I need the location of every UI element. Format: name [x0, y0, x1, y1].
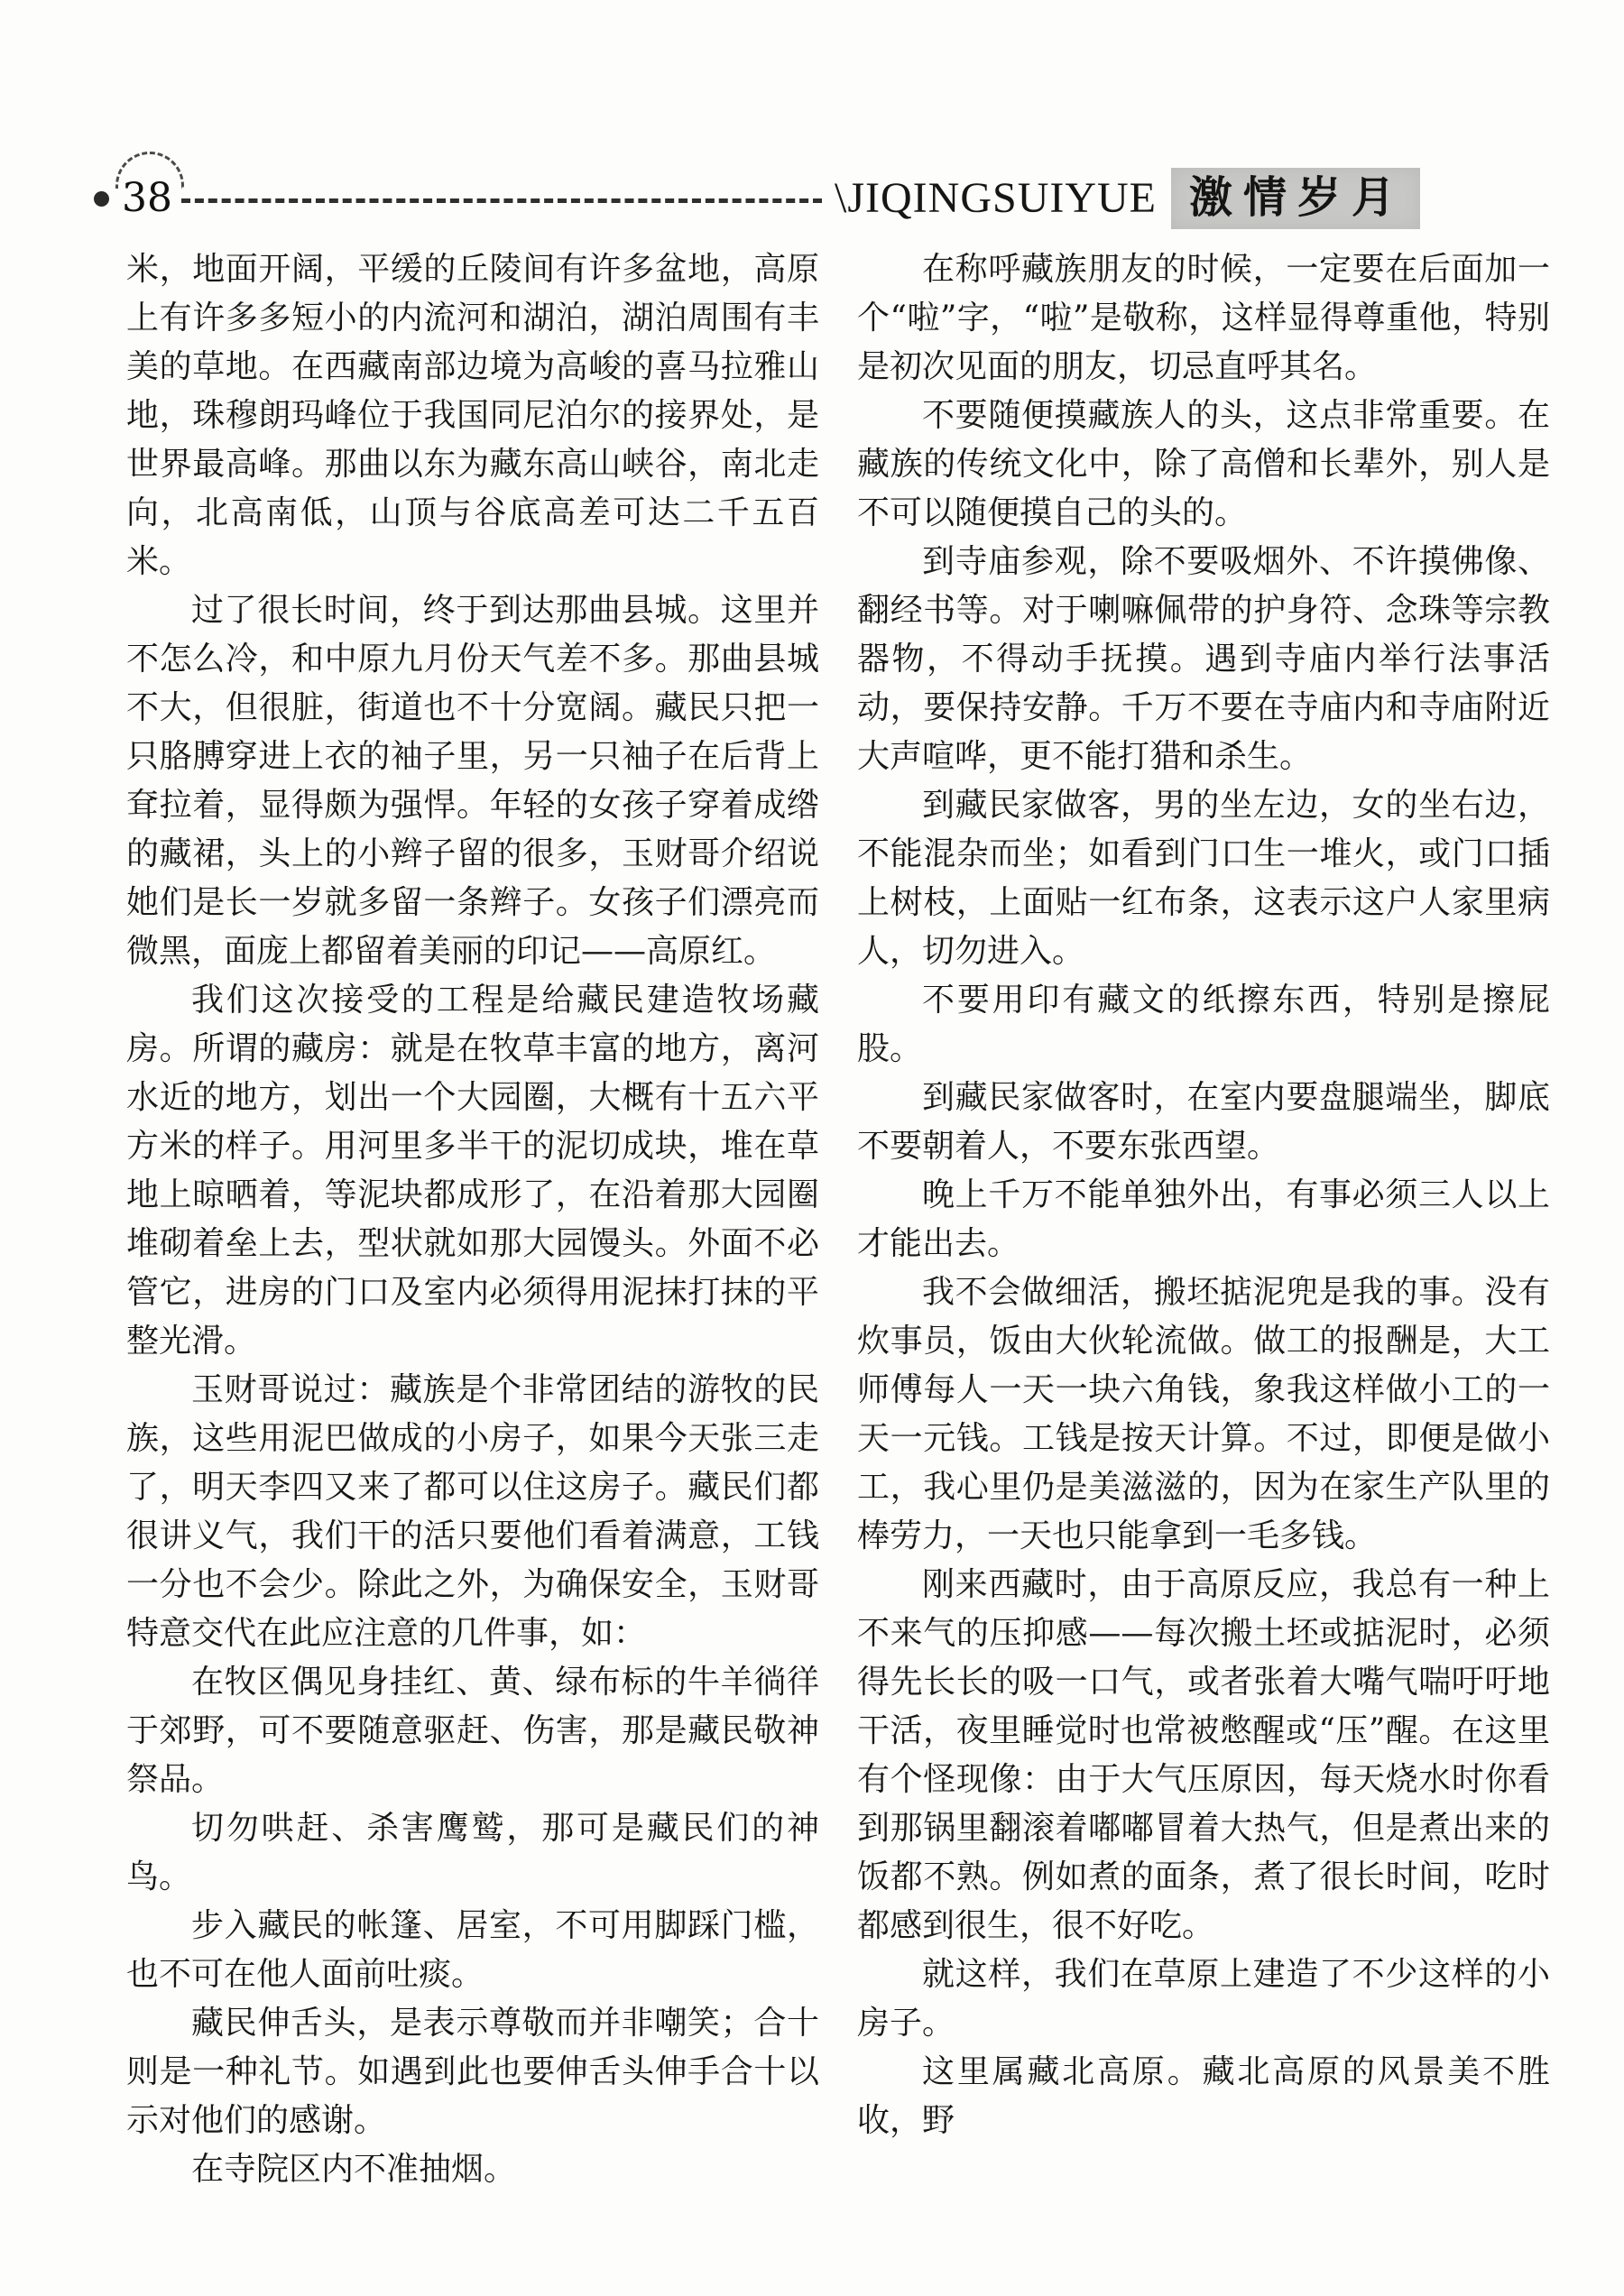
paragraph: 我们这次接受的工程是给藏民建造牧场藏房。所谓的藏房：就是在牧草丰富的地方，离河水近的地方，划出一个大园圈，大概有十五六平方米的样子。用河里多半干的泥切成块，堆在草地上晾晒着，等泥块都成形了，在沿着那大园圈堆砌着垒上去，型状就如那大园馒头。外面不必管它，进房的门口及室内必须得用泥抹打抹的平整光滑。	[126, 982, 819, 1360]
paragraph: 切勿哄赶、杀害鹰鹫，那可是藏民们的神鸟。	[126, 1810, 819, 1895]
paragraph: 步入藏民的帐篷、居室，不可用脚踩门槛，也不可在他人面前吐痰。	[126, 1907, 819, 1993]
paragraph: 玉财哥说过：藏族是个非常团结的游牧的民族，这些用泥巴做成的小房子，如果今天张三走了，明天李四又来了都可以住这房子。藏民们都很讲义气，我们干的活只要他们看着满意，工钱一分也不会少。除此之外，为确保安全，玉财哥特意交代在此应注意的几件事，如：	[126, 1371, 819, 1652]
paragraph: 米，地面开阔，平缓的丘陵间有许多盆地，高原上有许多多短小的内流河和湖泊，湖泊周围有丰美的草地。在西藏南部边境为高峻的喜马拉雅山地，珠穆朗玛峰位于我国同尼泊尔的接界处，是世界最高峰。那曲以东为藏东高山峡谷，南北走向，北高南低，山顶与谷底高差可达二千五百米。	[126, 251, 819, 580]
paragraph: 在寺院区内不准抽烟。	[191, 2151, 517, 2188]
paragraph: 晚上千万不能单独外出，有事必须三人以上才能出去。	[857, 1176, 1550, 1262]
left-column	[126, 245, 819, 2194]
magazine-pinyin-label: \JIQINGSUIYUE	[835, 174, 1157, 222]
paragraph: 我不会做细活，搬坯掂泥兜是我的事。没有炊事员，饭由大伙轮流做。做工的报酬是，大工师傅每人一天一块六角钱，象我这样做小工的一天一元钱。工钱是按天计算。不过，即便是做小工，我心里仍是美滋滋的，因为在家生产队里的棒劳力，一天也只能拿到一毛多钱。	[857, 1274, 1550, 1554]
page-number: 38	[122, 175, 172, 221]
dashed-arc-decoration	[115, 152, 184, 189]
bullet-dot-icon	[94, 191, 109, 207]
magazine-title-badge: 激情岁月	[1171, 168, 1420, 229]
paragraph: 在牧区偶见身挂红、黄、绿布标的牛羊徜徉于郊野，可不要随意驱赶、伤害，那是藏民敬神祭品。	[126, 1664, 819, 1798]
paragraph: 就这样，我们在草原上建造了不少这样的小房子。	[857, 1956, 1550, 2042]
paragraph: 这里属藏北高原。藏北高原的风景美不胜收，野	[857, 2053, 1550, 2139]
paragraph: 不要用印有藏文的纸擦东西，特别是擦屁股。	[857, 982, 1550, 1067]
dotted-leader-line	[181, 198, 822, 203]
two-column-text	[126, 245, 1550, 2194]
paragraph: 藏民伸舌头，是表示尊敬而并非嘲笑；合十则是一种礼节。如遇到此也要伸舌头伸手合十以示对他们的感谢。	[126, 2005, 819, 2139]
paragraph: 刚来西藏时，由于高原反应，我总有一种上不来气的压抑感——每次搬土坯或掂泥时，必须得先长长的吸一口气，或者张着大嘴气喘吁吁地干活，夜里睡觉时也常被憋醒或“压”醒。在这里有个怪现像：由于大气压原因，每天烧水时你看到那锅里翻滚着嘟嘟冒着大热气，但是煮出来的饭都不熟。例如煮的面条，煮了很长时间，吃时都感到很生，很不好吃。	[857, 1566, 1550, 1944]
paragraph: 到寺庙参观，除不要吸烟外、不许摸佛像、翻经书等。对于喇嘛佩带的护身符、念珠等宗教器物，不得动手抚摸。遇到寺庙内举行法事活动，要保持安静。千万不要在寺庙内和寺庙附近大声喧哗，更不能打猎和杀生。	[857, 543, 1550, 775]
paragraph: 过了很长时间，终于到达那曲县城。这里并不怎么冷，和中原九月份天气差不多。那曲县城不大，但很脏，街道也不十分宽阔。藏民只把一只胳膊穿进上衣的袖子里，另一只袖子在后背上耷拉着，显得颇为强悍。年轻的女孩子穿着成绺的藏裙，头上的小辫子留的很多，玉财哥介绍说她们是长一岁就多留一条辫子。女孩子们漂亮而微黑，面庞上都留着美丽的印记——高原红。	[126, 592, 819, 970]
paragraph: 到藏民家做客时，在室内要盘腿端坐，脚底不要朝着人，不要东张西望。	[857, 1079, 1550, 1165]
page-header	[94, 168, 1420, 229]
page-number-block	[94, 175, 172, 221]
paragraph: 到藏民家做客，男的坐左边，女的坐右边，不能混杂而坐；如看到门口生一堆火，或门口插上树枝，上面贴一红布条，这表示这户人家里病人，切勿进入。	[857, 787, 1550, 970]
paragraph: 在称呼藏族朋友的时候，一定要在后面加一个“啦”字，“啦”是敬称，这样显得尊重他，特别是初次见面的朋友，切忌直呼其名。	[857, 251, 1550, 385]
right-column	[857, 245, 1550, 2194]
paragraph: 不要随便摸藏族人的头，这点非常重要。在藏族的传统文化中，除了高僧和长辈外，别人是不可以随便摸自己的头的。	[857, 397, 1550, 531]
